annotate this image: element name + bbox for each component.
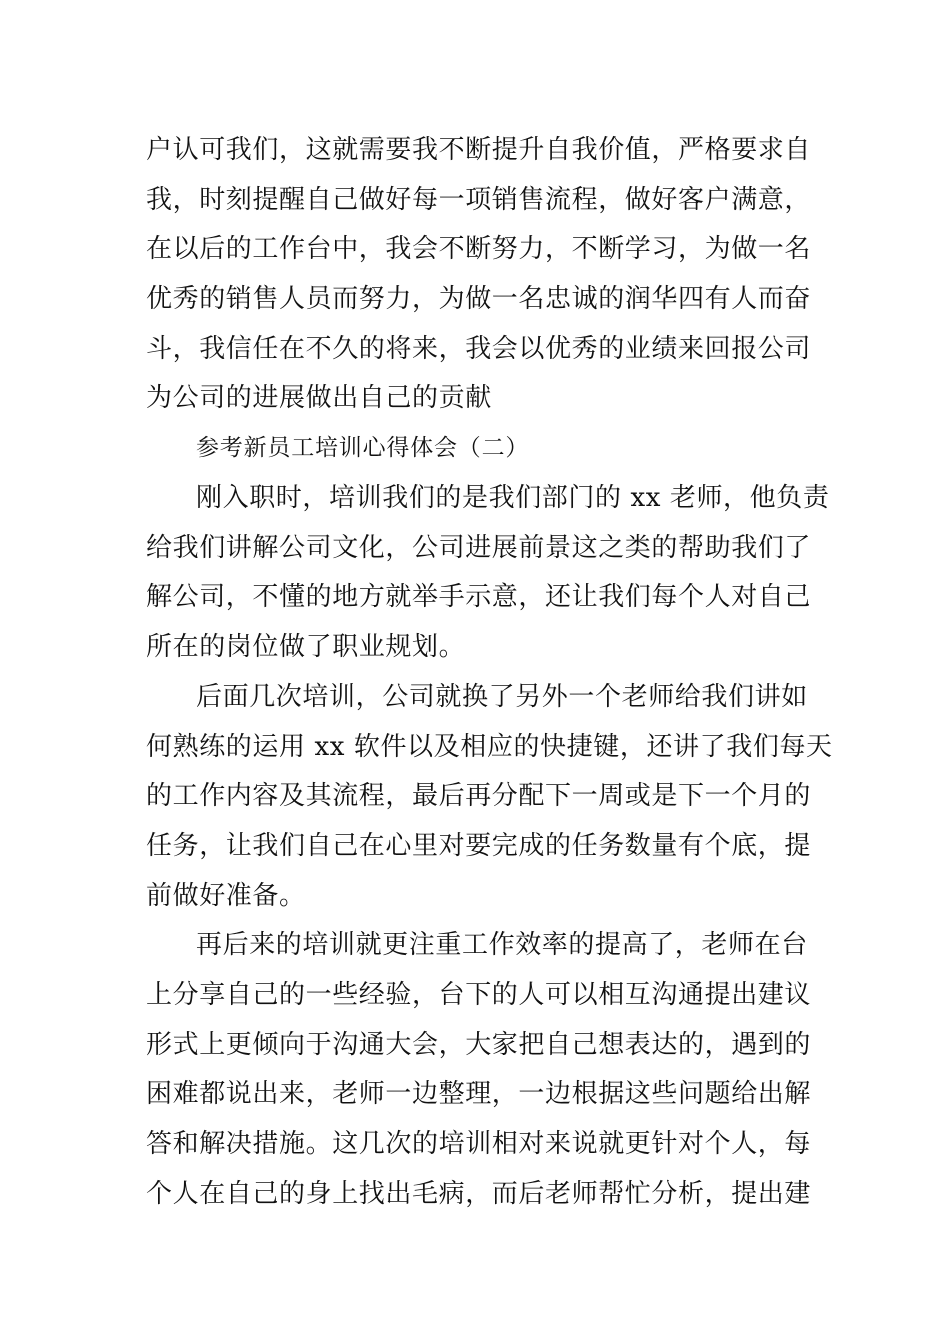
text-line: 给我们讲解公司文化，公司进展前景这之类的帮助我们了 [146, 533, 812, 563]
text-line: 个人在自己的身上找出毛病，而后老师帮忙分析，提出建 [146, 1179, 812, 1209]
text-line: 任务，让我们自己在心里对要完成的任务数量有个底，提 [146, 831, 812, 861]
text-line: 的工作内容及其流程，最后再分配下一周或是下一个月的 [146, 781, 812, 811]
text-line: 解公司，不懂的地方就举手示意，还让我们每个人对自己 [146, 582, 812, 612]
text-line: 在以后的工作台中，我会不断努力，不断学习，为做一名 [146, 234, 812, 264]
text-line: 户认可我们，这就需要我不断提升自我价值，严格要求自 [146, 135, 812, 165]
text-line: 所在的岗位做了职业规划。 [146, 632, 466, 662]
paragraph-first-line: 再后来的培训就更注重工作效率的提高了，老师在台 [196, 930, 808, 960]
text-line: 答和解决措施。这几次的培训相对来说就更针对个人，每 [146, 1129, 812, 1159]
text-line: 上分享自己的一些经验，台下的人可以相互沟通提出建议 [146, 980, 812, 1010]
text-line: 前做好准备。 [146, 881, 306, 911]
text-line: 何熟练的运用 xx 软件以及相应的快捷键，还讲了我们每天 [146, 732, 833, 762]
paragraph-first-line: 刚入职时，培训我们的是我们部门的 xx 老师，他负责 [196, 483, 830, 513]
text-line: 斗，我信任在不久的将来，我会以优秀的业绩来回报公司 [146, 334, 812, 364]
text-line: 优秀的销售人员而努力，为做一名忠诚的润华四有人而奋 [146, 284, 812, 314]
section-heading: 参考新员工培训心得体会（二） [196, 435, 530, 461]
text-line: 我，时刻提醒自己做好每一项销售流程，做好客户满意， [146, 185, 812, 215]
text-line: 为公司的进展做出自己的贡献 [146, 383, 492, 413]
text-line: 困难都说出来，老师一边整理，一边根据这些问题给出解 [146, 1079, 812, 1109]
paragraph-first-line: 后面几次培训，公司就换了另外一个老师给我们讲如 [196, 682, 808, 712]
text-line: 形式上更倾向于沟通大会，大家把自己想表达的，遇到的 [146, 1030, 812, 1060]
